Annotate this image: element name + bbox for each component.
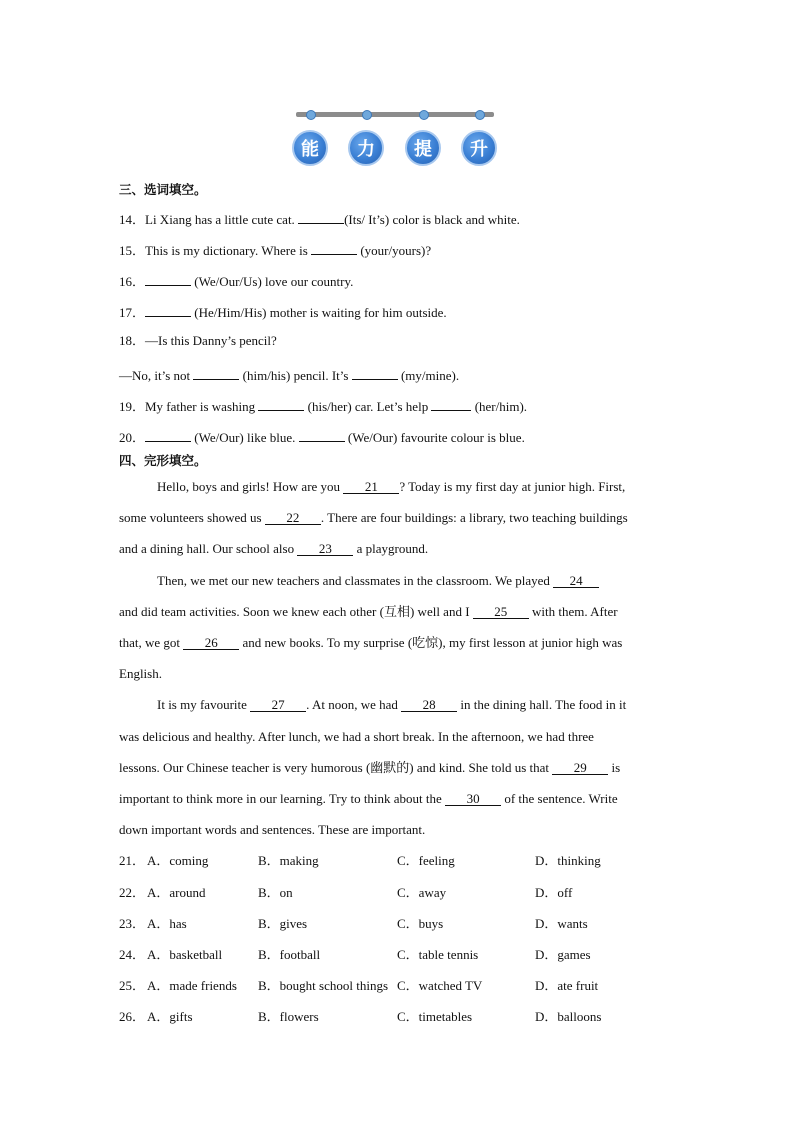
option-b: B．on: [258, 885, 293, 900]
option-c: C．feeling: [397, 853, 455, 868]
option-number: 25．: [119, 978, 146, 993]
blank-29: 29: [552, 760, 608, 775]
option-b: B．bought school things: [258, 978, 389, 993]
question-20: 20． (We/Our) like blue. (We/Our) favourite colour is blue.: [119, 427, 525, 446]
question-19: 19．My father is washing (his/her) car. Let’s help (her/him).: [119, 396, 527, 415]
blank-24: 24: [553, 573, 599, 588]
passage-line: that, we got 26 and new books. To my surprise (吃惊), my first lesson at junior high was: [119, 635, 623, 650]
question-14: 14．Li Xiang has a little cute cat. (Its/ It’s) color is black and white.: [119, 209, 520, 228]
blank-23: 23: [297, 541, 353, 556]
passage-line: down important words and sentences. These are important.: [119, 822, 426, 837]
option-b: B．making: [258, 853, 319, 868]
option-a: A．basketball: [147, 947, 223, 962]
option-c: C．table tennis: [397, 947, 479, 962]
option-a: A．has: [147, 916, 187, 931]
option-d: D．off: [535, 885, 573, 900]
passage-line: It is my favourite 27 . At noon, we had 28 in the dining hall. The food in it: [157, 697, 627, 712]
blank-30: 30: [445, 791, 501, 806]
option-a: A．gifts: [147, 1009, 193, 1024]
option-number: 26．: [119, 1009, 146, 1024]
option-b: B．flowers: [258, 1009, 319, 1024]
option-c: C．away: [397, 885, 447, 900]
option-d: D．ate fruit: [535, 978, 599, 993]
blank-21: 21: [343, 479, 399, 494]
option-d: D．thinking: [535, 853, 601, 868]
question-15: 15．This is my dictionary. Where is (your/yours)?: [119, 240, 431, 259]
passage-line: was delicious and healthy. After lunch, we had a short break. In the afternoon, we had three: [119, 729, 594, 744]
option-d: D．wants: [535, 916, 588, 931]
option-number: 23．: [119, 916, 146, 931]
passage-line: lessons. Our Chinese teacher is very humorous (幽默的) and kind. She told us that 29 is: [119, 760, 621, 775]
option-a: A．coming: [147, 853, 209, 868]
passage-line: and did team activities. Soon we knew each other (互相) well and I 25 with them. After: [119, 604, 618, 619]
banner-char: 能: [292, 130, 328, 166]
option-d: D．balloons: [535, 1009, 602, 1024]
banner-char: 力: [348, 130, 384, 166]
option-number: 22．: [119, 885, 146, 900]
option-c: C．timetables: [397, 1009, 473, 1024]
passage-line: some volunteers showed us 22 . There are four buildings: a library, two teaching buildings: [119, 510, 628, 525]
question-17: 17． (He/Him/His) mother is waiting for him outside.: [119, 302, 447, 321]
question-18-answer: —No, it’s not (him/his) pencil. It’s (my/mine).: [119, 365, 459, 384]
option-a: A．around: [147, 885, 206, 900]
blank-27: 27: [250, 697, 306, 712]
passage-line: and a dining hall. Our school also 23 a playground.: [119, 541, 429, 556]
blank-26: 26: [183, 635, 239, 650]
question-18: 18．—Is this Danny’s pencil?: [119, 333, 277, 348]
option-number: 21．: [119, 853, 146, 868]
banner-char: 提: [405, 130, 441, 166]
option-a: A．made friends: [147, 978, 237, 993]
question-16: 16． (We/Our/Us) love our country.: [119, 271, 353, 290]
option-number: 24．: [119, 947, 146, 962]
option-b: B．gives: [258, 916, 308, 931]
blank-28: 28: [401, 697, 457, 712]
section-heading: 四、完形填空。: [119, 453, 207, 468]
passage-line: Hello, boys and girls! How are you 21 ? Today is my first day at junior high. First,: [157, 479, 626, 494]
passage-line: Then, we met our new teachers and classmates in the classroom. We played 24: [157, 573, 599, 589]
passage-line: English.: [119, 666, 162, 681]
option-b: B．football: [258, 947, 321, 962]
option-d: D．games: [535, 947, 591, 962]
passage-line: important to think more in our learning. Try to think about the 30 of the sentence. Write: [119, 791, 618, 806]
blank-25: 25: [473, 604, 529, 619]
blank-22: 22: [265, 510, 321, 525]
option-c: C．buys: [397, 916, 444, 931]
banner-char: 升: [461, 130, 497, 166]
section-heading: 三、选词填空。: [119, 182, 207, 197]
option-c: C．watched TV: [397, 978, 483, 993]
